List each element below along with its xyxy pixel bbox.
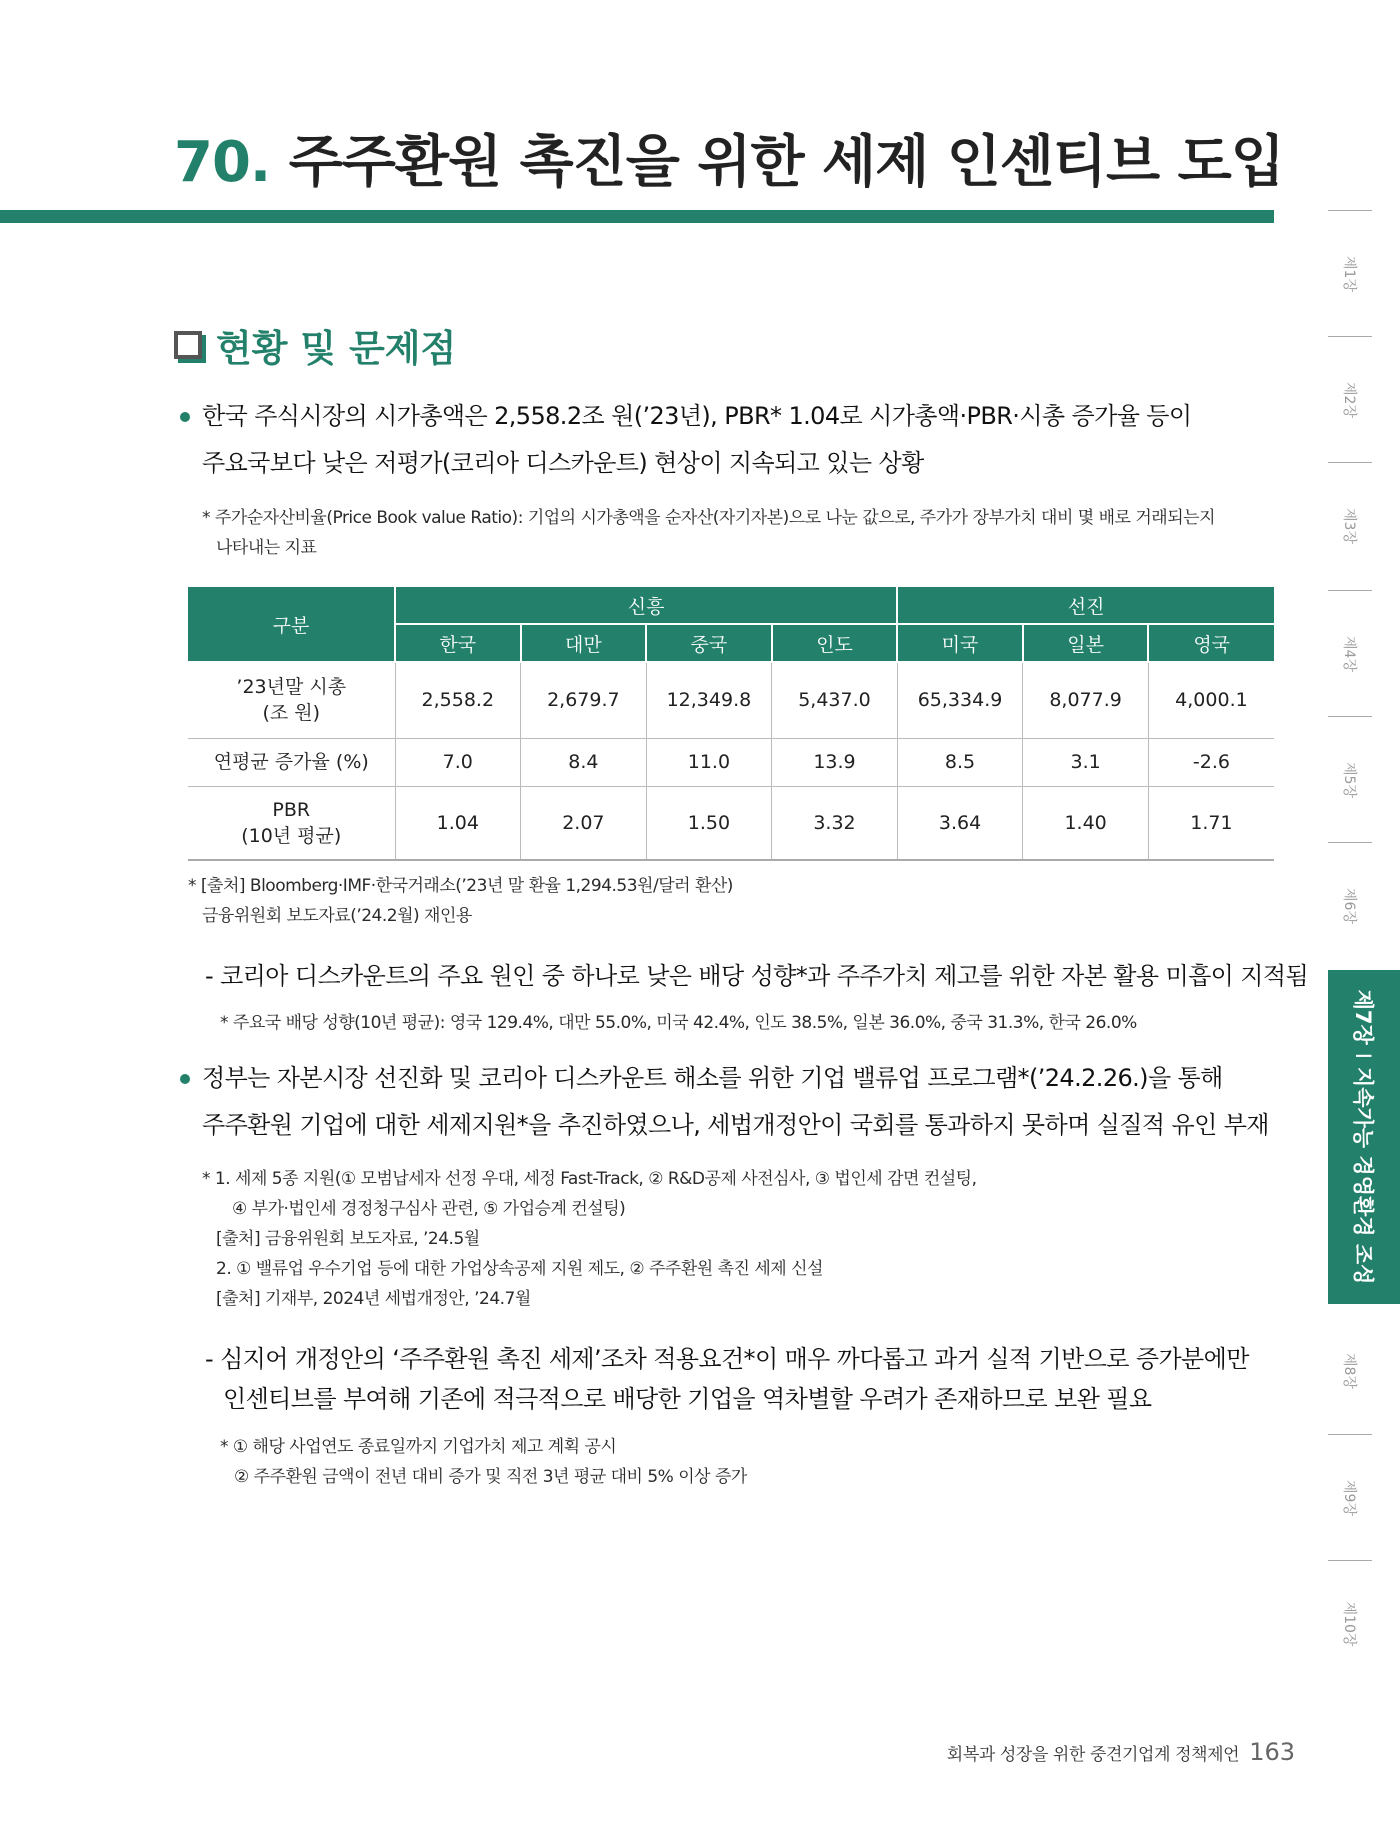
table-cell: 11.0	[646, 738, 772, 786]
table-cell: 3.32	[772, 786, 898, 860]
row-label-line: PBR	[272, 798, 311, 821]
footnote-line: * 주가순자산비율(Price Book value Ratio): 기업의 시가총액을 순자산(자기자본)으로 나눈 값으로, 주가가 장부가치 대비 몇 배로 거래되는지	[202, 508, 1215, 528]
chapter-tab-7-active[interactable]	[1328, 970, 1400, 1304]
table-cell: 65,334.9	[897, 662, 1023, 738]
bullet-line: 주주환원 기업에 대한 세제지원*을 추진하였으나, 세법개정안이 국회를 통과하지 못하며 실질적 유인 부재	[202, 1111, 1269, 1139]
table-row	[188, 786, 1274, 860]
table-cell: 3.64	[897, 786, 1023, 860]
title-number: 70.	[174, 130, 271, 195]
section-heading	[174, 318, 456, 372]
chapter-tab-label: 제10장	[1341, 1601, 1357, 1647]
row-label-line: (조 원)	[262, 702, 321, 725]
table-header-category: 구분	[188, 587, 395, 662]
active-chapter-label	[1349, 990, 1379, 1285]
dash-line: - 코리아 디스카운트의 주요 원인 중 하나로 낮은 배당 성향*과 주주가치 제고를 위한 자본 활용 미흡이 지적됨	[205, 962, 1309, 990]
table-header-country: 한국	[395, 624, 521, 662]
bullet-value-up-program	[180, 1055, 1269, 1149]
chapter-tab-6[interactable]	[1328, 842, 1372, 969]
chapter-tab-5[interactable]	[1328, 716, 1372, 843]
bullet-line: 정부는 자본시장 선진화 및 코리아 디스카운트 해소를 위한 기업 밸류업 프로그램*(’24.2.26.)을 통해	[202, 1064, 1223, 1092]
footnote-line: * ① 해당 사업연도 종료일까지 기업가치 제고 계획 공시	[220, 1437, 617, 1457]
row-label-line: 연평균 증가율 (%)	[213, 751, 369, 773]
page-number: 163	[1249, 1738, 1295, 1766]
table-cell: 12,349.8	[646, 662, 772, 738]
dash-item-discount-cause	[205, 956, 1308, 996]
table-cell: 8.4	[521, 738, 647, 786]
chapter-tab-3[interactable]	[1328, 462, 1372, 589]
chapter-tab-label: 제9장	[1341, 1480, 1357, 1516]
footnote-tax-support	[202, 1164, 977, 1314]
footnote-line: 나타내는 지표	[216, 538, 317, 558]
table-cell: 2.07	[521, 786, 647, 860]
footnote-requirements	[220, 1432, 747, 1492]
chapter-side-nav	[1328, 210, 1400, 1660]
title-underline-bar	[0, 210, 1274, 223]
square-bullet-icon	[174, 331, 202, 359]
chapter-tab-label: 제8장	[1341, 1353, 1357, 1389]
table-header-country: 일본	[1023, 624, 1149, 662]
chapter-tab-label: 제3장	[1341, 508, 1357, 544]
table-row	[188, 738, 1274, 786]
footnote-dividend	[220, 1008, 1137, 1038]
dash-item-reform-issue	[205, 1339, 1249, 1419]
table-cell: 1.71	[1148, 786, 1274, 860]
chapter-tab-label: 제2장	[1341, 382, 1357, 418]
table-cell: 8,077.9	[1023, 662, 1149, 738]
table-row	[188, 662, 1274, 738]
bullet-line: 주요국보다 낮은 저평가(코리아 디스카운트) 현상이 지속되고 있는 상황	[202, 449, 924, 477]
page-title	[174, 118, 1284, 198]
bullet-line: 한국 주식시장의 시가총액은 2,558.2조 원(’23년), PBR* 1.04로 시가총액·PBR·시총 증가율 등이	[202, 402, 1192, 430]
table-header-emerging: 신흥	[395, 587, 897, 624]
table-cell: 3.1	[1023, 738, 1149, 786]
chapter-tab-4[interactable]	[1328, 590, 1372, 717]
table-cell: 1.40	[1023, 786, 1149, 860]
table-cell: 4,000.1	[1148, 662, 1274, 738]
footnote-line: ④ 부가·법인세 경정청구심사 관련, ⑤ 가업승계 컨설팅)	[232, 1199, 626, 1219]
chapter-tab-8[interactable]	[1328, 1308, 1372, 1434]
footnote-line: [출처] 금융위원회 보도자료, ’24.5월	[216, 1229, 480, 1249]
section-heading-text: 현황 및 문제점	[216, 327, 457, 370]
row-label-line: (10년 평균)	[241, 824, 342, 847]
footer-publication-title: 회복과 성장을 위한 중견기업계 정책제언	[946, 1745, 1240, 1765]
row-label	[188, 662, 395, 738]
row-label-line: ’23년말 시총	[236, 676, 347, 699]
chapter-tab-9[interactable]	[1328, 1434, 1372, 1561]
table-cell: 1.50	[646, 786, 772, 860]
chapter-tab-label: 제1장	[1341, 256, 1357, 292]
source-line: * [출처] Bloomberg·IMF·한국거래소(’23년 말 환율 1,294.53원/달러 환산)	[188, 876, 733, 896]
chapter-tab-10[interactable]	[1328, 1560, 1372, 1687]
chapter-tab-label: 제6장	[1341, 888, 1357, 924]
page-footer	[947, 1738, 1295, 1766]
row-label	[188, 738, 395, 786]
chapter-tab-2[interactable]	[1328, 336, 1372, 463]
table-cell: 7.0	[395, 738, 521, 786]
active-chapter-number: 제7장	[1351, 989, 1375, 1045]
table-cell: 1.04	[395, 786, 521, 860]
footnote-line: [출처] 기재부, 2024년 세법개정안, ’24.7월	[216, 1289, 531, 1309]
table-source-note	[188, 871, 733, 931]
table-cell: -2.6	[1148, 738, 1274, 786]
source-line: 금융위원회 보도자료(’24.2월) 재인용	[202, 906, 472, 926]
chapter-tab-1[interactable]	[1328, 210, 1372, 337]
footnote-pbr	[202, 503, 1215, 563]
table-header-country: 인도	[772, 624, 898, 662]
chapter-tab-label: 제5장	[1341, 762, 1357, 798]
row-label	[188, 786, 395, 860]
table-header-country: 영국	[1148, 624, 1274, 662]
table-cell: 8.5	[897, 738, 1023, 786]
table-header-country: 미국	[897, 624, 1023, 662]
footnote-line: ② 주주환원 금액이 전년 대비 증가 및 직전 3년 평균 대비 5% 이상 증가	[234, 1467, 747, 1487]
table-cell: 2,679.7	[521, 662, 647, 738]
active-chapter-separator: I	[1351, 1052, 1375, 1059]
market-comparison-table	[188, 587, 1274, 861]
chapter-tab-label: 제4장	[1341, 636, 1357, 672]
table-header-country: 대만	[521, 624, 647, 662]
table-cell: 2,558.2	[395, 662, 521, 738]
table-cell: 13.9	[772, 738, 898, 786]
footnote-line: * 1. 세제 5종 지원(① 모범납세자 선정 우대, 세정 Fast-Track, ② R&D공제 사전심사, ③ 법인세 감면 컨설팅,	[202, 1169, 977, 1189]
dash-line: - 심지어 개정안의 ‘주주환원 촉진 세제’조차 적용요건*이 매우 까다롭고 과거 실적 기반으로 증가분에만	[205, 1345, 1249, 1373]
bullet-market-cap	[180, 393, 1191, 487]
bullet-dot-icon	[180, 1074, 190, 1084]
table-header-advanced: 선진	[897, 587, 1274, 624]
active-chapter-title: 지속가능 경영환경 조성	[1351, 1066, 1375, 1285]
dash-line: 인센티브를 부여해 기존에 적극적으로 배당한 기업을 역차별할 우려가 존재하므로 보완 필요	[223, 1385, 1152, 1413]
footnote-line: 2. ① 밸류업 우수기업 등에 대한 가업상속공제 지원 제도, ② 주주환원 촉진 세제 신설	[216, 1259, 823, 1279]
footnote-line: * 주요국 배당 성향(10년 평균): 영국 129.4%, 대만 55.0%, 미국 42.4%, 인도 38.5%, 일본 36.0%, 중국 31.3%, 한국 26.0%	[220, 1013, 1137, 1033]
table-cell: 5,437.0	[772, 662, 898, 738]
table-header-country: 중국	[646, 624, 772, 662]
title-text: 주주환원 촉진을 위한 세제 인센티브 도입	[288, 130, 1284, 195]
bullet-dot-icon	[180, 412, 190, 422]
